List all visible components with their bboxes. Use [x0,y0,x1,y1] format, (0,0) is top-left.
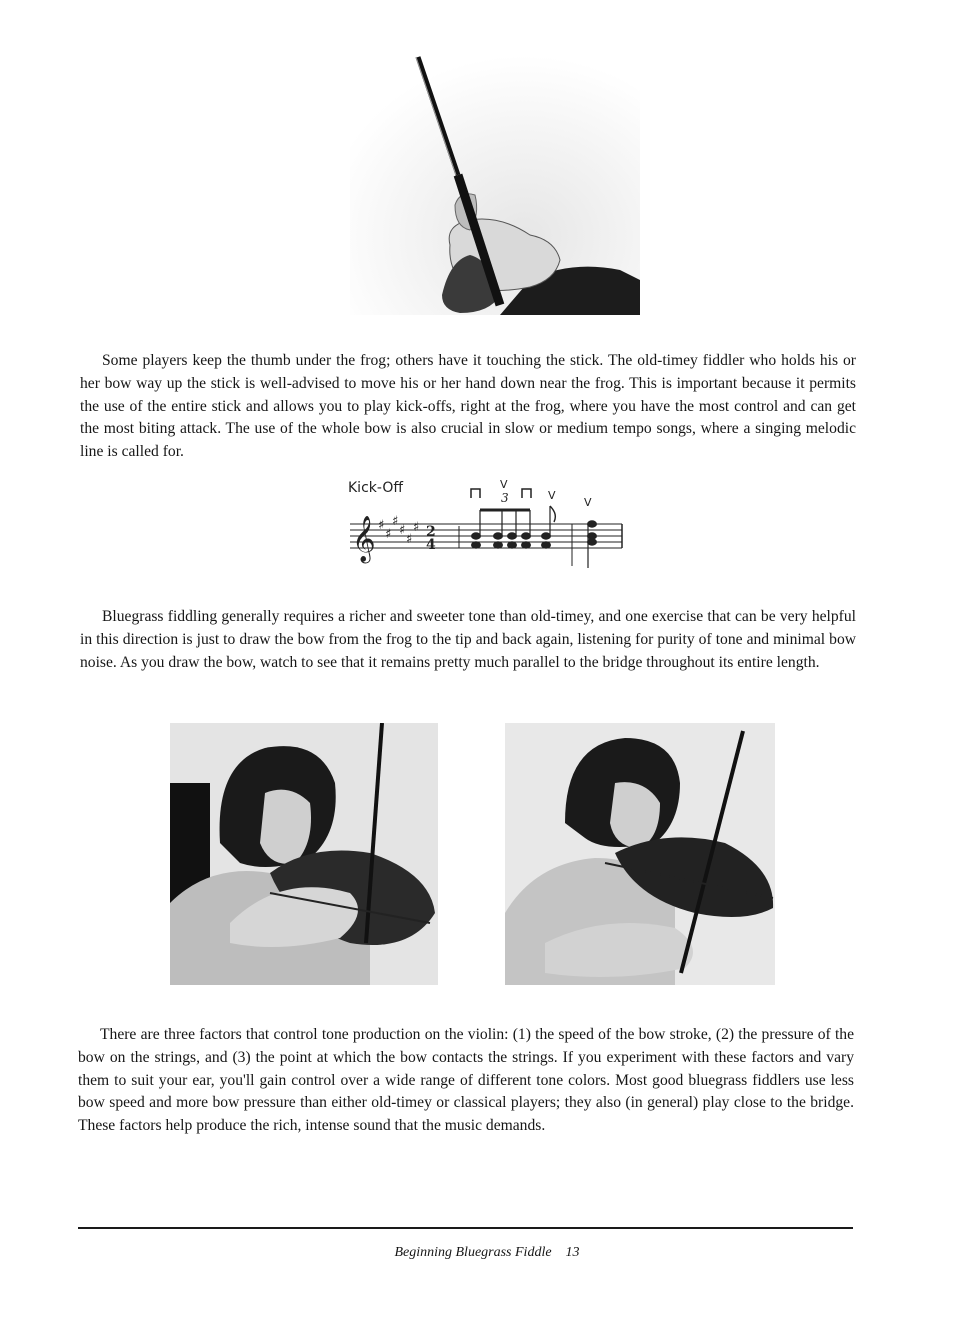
fiddler-photo-frog [170,723,438,985]
fiddler-photo-tip [505,723,775,985]
paragraph-tone-production: There are three factors that control tone production on the violin: (1) the speed of the bow stroke, (2) the pressure of the bow on the strings, and (3) the point at which the bow contacts the strings. If you experiment with these factors and vary them to suit your ear, you'll gain control over a wide range of different tone colors. Most good bluegrass fiddlers use less bow speed and more bow pressure than either old-timey or classical players; they also (in general) play close to the bridge. These factors help produce the rich, intense sound that the music demands. [78,1026,854,1135]
up-bow-mark: V [500,478,508,491]
paragraph-bow-hold: Some players keep the thumb under the frog; others have it touching the stick. The old-timey fiddler who holds his or her bow way up the stick is well-advised to move his or her hand down near the frog. This is important because it permits the use of the entire stick and allows you to play kick-offs, right at the frog, where you have the most control and can get the most biting attack. The use of the whole bow is also crucial in slow or medium tempo songs, where a singing melodic line is called for. [80,352,856,461]
down-bow-icon [471,489,480,498]
triplet-number: 3 [501,491,509,505]
kick-off-notation [340,476,630,576]
svg-text:♯: ♯ [399,523,406,538]
svg-text:♯: ♯ [406,532,413,547]
page-footer [0,1245,974,1261]
time-signature-bottom: 4 [426,537,436,553]
footer-book-title: Beginning Bluegrass Fiddle [394,1245,552,1260]
time-signature-top: 2 [426,524,436,540]
svg-text:♯: ♯ [378,518,385,533]
svg-text:♯: ♯ [385,527,392,542]
svg-text:♯: ♯ [413,520,420,535]
notation-title: Kick-Off [348,480,403,496]
footer-rule [78,1227,853,1229]
svg-text:♯: ♯ [392,514,399,529]
bow-hold-photo [350,55,640,315]
treble-clef-icon: 𝄞 [352,516,376,562]
note-group [459,506,597,568]
down-bow-icon [522,489,531,498]
page-number: 13 [565,1245,580,1260]
paragraph-tone-exercise: Bluegrass fiddling generally requires a richer and sweeter tone than old-timey, and one exercise that can be very helpful in this direction is just to draw the bow from the frog to the tip and back again, listening for purity of tone and minimal bow noise. As you draw the bow, watch to see that it remains pretty much parallel to the bridge throughout its entire length. [80,608,856,671]
up-bow-mark: V [584,496,592,509]
up-bow-mark: V [548,489,556,502]
